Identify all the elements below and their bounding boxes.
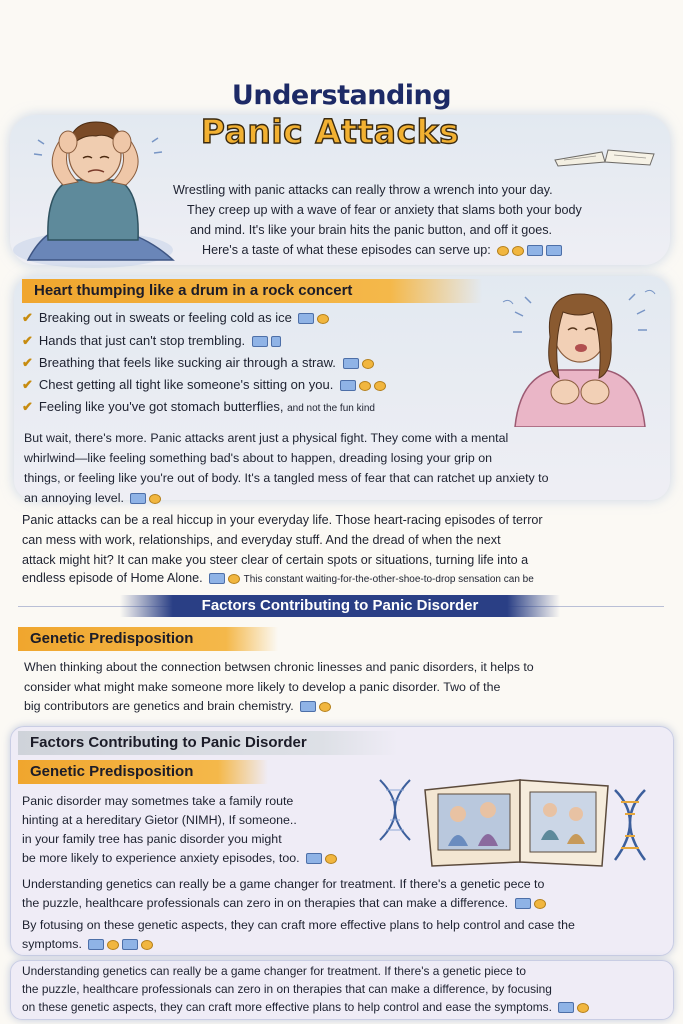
impact-line-4 bbox=[22, 568, 534, 590]
symptoms-banner: Heart thumping like a drum in a rock concert bbox=[22, 279, 482, 303]
envelope-icon bbox=[306, 853, 322, 864]
envelope-icon bbox=[271, 336, 281, 347]
envelope-icon bbox=[527, 245, 543, 256]
card-para2-text: symptoms. bbox=[22, 937, 82, 951]
symptoms-paragraph-text: an annoying level. bbox=[24, 491, 124, 505]
envelope-icon bbox=[122, 939, 138, 950]
book-illustration bbox=[550, 138, 660, 168]
symptom-item bbox=[22, 332, 281, 350]
symptom-item bbox=[22, 354, 374, 372]
emoji-icon bbox=[577, 1003, 589, 1013]
emoji-icon bbox=[374, 381, 386, 391]
check-icon: ✔ bbox=[22, 310, 33, 325]
card-line: hinting at a hereditary Gietor (NIMH), If someone.. bbox=[22, 813, 297, 827]
emoji-icon bbox=[228, 574, 240, 584]
symptom-small-text: and not the fun kind bbox=[287, 403, 375, 414]
symptom-item bbox=[22, 376, 386, 394]
envelope-icon bbox=[252, 336, 268, 347]
factors-banner: Factors Contributing to Panic Disorder bbox=[120, 595, 560, 617]
page-title-line1: Understanding bbox=[231, 80, 452, 111]
emoji-icon bbox=[149, 494, 161, 504]
card-para1-text: the puzzle, healthcare professionals can zero in on therapies that can make a difference. bbox=[22, 896, 509, 910]
impact-tail: This constant waiting-for-the-other-shoe-to-drop sensation can be bbox=[243, 574, 534, 585]
emoji-icon bbox=[497, 246, 509, 256]
impact-line: Panic attacks can be a real hiccup in your everyday life. Those heart-racing episodes of terror bbox=[22, 513, 543, 527]
factors-text: big contributors are genetics and brain chemistry. bbox=[24, 699, 294, 713]
footer-line: the puzzle, healthcare professionals can zero in on therapies that can make a difference, by focusing bbox=[22, 982, 552, 996]
symptom-text: Feeling like you've got stomach butterflies, bbox=[38, 399, 284, 414]
envelope-icon bbox=[130, 493, 146, 504]
intro-line-2: They creep up with a wave of fear or anxiety that slams both your body bbox=[187, 203, 582, 217]
emoji-icon bbox=[107, 940, 119, 950]
family-album-dna-illustration bbox=[370, 770, 670, 870]
page-title-line2: Panic Attacks bbox=[200, 112, 460, 151]
symptoms-paragraph-line: But wait, there's more. Panic attacks arent just a physical fight. They come with a mental bbox=[24, 431, 509, 445]
symptom-text: Breaking out in sweats or feeling cold as ice bbox=[38, 310, 292, 325]
emoji-icon bbox=[362, 359, 374, 369]
factors-line-3 bbox=[24, 696, 331, 716]
envelope-icon bbox=[340, 380, 356, 391]
card-factors-banner: Factors Contributing to Panic Disorder bbox=[18, 731, 398, 755]
emoji-icon bbox=[319, 702, 331, 712]
check-icon: ✔ bbox=[22, 333, 33, 348]
symptom-text: Hands that just can't stop trembling. bbox=[38, 333, 246, 348]
envelope-icon bbox=[558, 1002, 574, 1013]
card-para1-line: Understanding genetics can really be a game changer for treatment. If there's a genetic pece to bbox=[22, 877, 545, 891]
card-text: be more likely to experience anxiety episodes, too. bbox=[22, 851, 300, 865]
envelope-icon bbox=[300, 701, 316, 712]
impact-line: attack might hit? It can make you steer clear of certain spots or situations, turning life into a bbox=[22, 553, 529, 567]
footer-line: Understanding genetics can really be a game changer for treatment. If there's a genetic piece to bbox=[22, 964, 526, 978]
envelope-icon bbox=[515, 898, 531, 909]
impact-text: endless episode of Home Alone. bbox=[22, 571, 203, 585]
card-para2-line-2 bbox=[22, 934, 153, 954]
emoji-icon bbox=[534, 899, 546, 909]
anxious-boy-illustration bbox=[8, 110, 188, 270]
card-para1-line-2 bbox=[22, 893, 546, 913]
symptom-item bbox=[22, 309, 329, 327]
factors-line: When thinking about the connection betwsen chronic linesses and panic disorders, it helps to bbox=[24, 660, 534, 674]
check-icon: ✔ bbox=[22, 399, 33, 414]
footer-line-3 bbox=[22, 998, 589, 1016]
card-genetic-banner: Genetic Predisposition bbox=[18, 760, 268, 784]
symptom-text: Breathing that feels like sucking air through a straw. bbox=[38, 355, 336, 370]
check-icon: ✔ bbox=[22, 377, 33, 392]
symptoms-paragraph-line: whirlwind—like feeling something bad's about to happen, dreading losing your grip on bbox=[24, 451, 492, 465]
card-line-4 bbox=[22, 848, 337, 868]
footer-text: on these genetic aspects, they can craft more effective plans to help control and ease the symptoms. bbox=[22, 1000, 552, 1014]
symptom-text: Chest getting all tight like someone's sitting on you. bbox=[38, 377, 334, 392]
impact-line: can mess with work, relationships, and everyday stuff. And the dread of when the next bbox=[22, 533, 501, 547]
card-line: Panic disorder may sometmes take a family route bbox=[22, 794, 294, 808]
emoji-icon bbox=[325, 854, 337, 864]
genetic-banner: Genetic Predisposition bbox=[18, 627, 278, 651]
check-icon: ✔ bbox=[22, 355, 33, 370]
intro-line-4-text: Here's a taste of what these episodes can serve up: bbox=[202, 243, 491, 257]
envelope-icon bbox=[343, 358, 359, 369]
envelope-icon bbox=[209, 573, 225, 584]
envelope-icon bbox=[298, 313, 314, 324]
intro-line-3: and mind. It's like your brain hits the panic button, and off it goes. bbox=[190, 223, 553, 237]
symptoms-paragraph-line-4 bbox=[24, 488, 161, 508]
symptoms-paragraph-line: things, or feeling like you're out of body. It's a tangled mess of fear that can ratchet up anxiety to bbox=[24, 471, 549, 485]
envelope-icon bbox=[546, 245, 562, 256]
factors-line: consider what might make someone more likely to develop a panic disorder. Two of the bbox=[24, 680, 501, 694]
intro-line-1: Wrestling with panic attacks can really throw a wrench into your day. bbox=[173, 183, 553, 197]
symptom-item bbox=[22, 398, 375, 418]
envelope-icon bbox=[88, 939, 104, 950]
card-line: in your family tree has panic disorder you might bbox=[22, 832, 282, 846]
card-para2-line: By fotusing on these genetic aspects, they can craft more effective plans to help control and case the bbox=[22, 918, 575, 932]
intro-line-4 bbox=[202, 240, 562, 260]
emoji-icon bbox=[512, 246, 524, 256]
anxious-girl-illustration bbox=[495, 282, 665, 427]
emoji-icon bbox=[359, 381, 371, 391]
emoji-icon bbox=[317, 314, 329, 324]
emoji-icon bbox=[141, 940, 153, 950]
